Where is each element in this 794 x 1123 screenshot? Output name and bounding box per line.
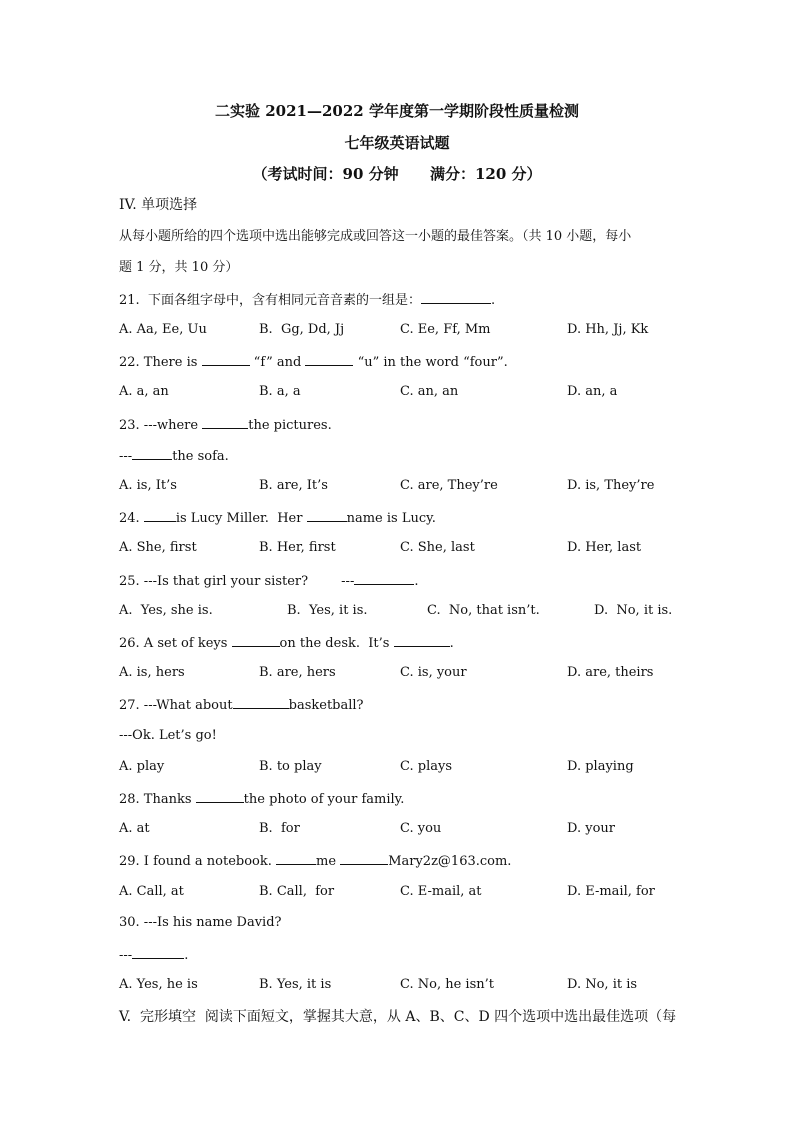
section-iv-instruction: 从每小题所给的四个选项中选出能够完成或回答这一小题的最佳答案。（共 10 小题，每小 xyxy=(119,229,632,244)
option-c: C. No, that isn’t. xyxy=(427,603,540,618)
option-c: C. plays xyxy=(400,759,452,774)
question-text: “f” and xyxy=(249,355,306,370)
option-a: A. Yes, she is. xyxy=(119,603,213,618)
option-c: C. is, your xyxy=(400,665,467,680)
option-b: B. Yes, it is. xyxy=(287,603,368,618)
option-a: A. at xyxy=(119,821,150,836)
question-24 xyxy=(119,507,436,529)
answer-blank xyxy=(421,289,491,304)
section-iv-instruction-cont: 题 1 分，共 10 分） xyxy=(119,260,239,275)
option-b: B. are, hers xyxy=(259,665,336,680)
section-iv-heading: IV. 单项选择 xyxy=(119,197,198,213)
option-a: A. is, It’s xyxy=(119,478,177,493)
question-text: name is Lucy. xyxy=(346,511,436,526)
school-title: 二实验 2021—2022 学年度第一学期阶段性质量检测 xyxy=(215,102,579,120)
question-text: 24. xyxy=(119,511,144,526)
question-text: on the desk. It’s xyxy=(279,636,394,651)
option-d: D. Her, last xyxy=(567,540,642,555)
option-a: A. Yes, he is xyxy=(119,977,198,992)
question-text: 23. ---where xyxy=(119,418,203,433)
option-b: B. Yes, it is xyxy=(259,977,332,992)
option-b: B. are, It’s xyxy=(259,478,328,493)
option-c: C. E-mail, at xyxy=(400,884,482,899)
option-d: D. your xyxy=(567,821,615,836)
option-a: A. Call, at xyxy=(119,884,184,899)
question-21 xyxy=(119,289,495,311)
question-22 xyxy=(119,351,508,373)
option-a: A. Aa, Ee, Uu xyxy=(119,322,207,337)
option-d: D. an, a xyxy=(567,384,618,399)
option-c: C. She, last xyxy=(400,540,475,555)
option-c: C. you xyxy=(400,821,442,836)
question-text: 27. ---What about xyxy=(119,698,233,713)
option-a: A. She, first xyxy=(119,540,197,555)
question-text: 21. 下面各组字母中，含有相同元音音素的一组是： xyxy=(119,293,421,308)
option-b: B. Gg, Dd, Jj xyxy=(259,322,345,337)
option-d: D. playing xyxy=(567,759,634,774)
question-28 xyxy=(119,788,404,810)
answer-blank xyxy=(196,788,244,803)
question-30-reply xyxy=(119,944,188,966)
question-29 xyxy=(119,850,511,872)
option-c: C. an, an xyxy=(400,384,459,399)
option-b: B. Her, first xyxy=(259,540,336,555)
grade-title: 七年级英语试题 xyxy=(344,134,450,152)
option-a: A. a, an xyxy=(119,384,169,399)
answer-blank xyxy=(307,507,347,522)
answer-blank xyxy=(305,351,353,366)
question-text: 25. ---Is that girl your sister? --- xyxy=(119,574,355,589)
option-b: B. for xyxy=(259,821,300,836)
question-text: basketball? xyxy=(288,698,364,713)
question-text: “u” in the word “four”. xyxy=(353,355,508,370)
question-text: 28. Thanks xyxy=(119,792,196,807)
answer-blank xyxy=(232,632,280,647)
option-b: B. a, a xyxy=(259,384,301,399)
question-text: is Lucy Miller. Her xyxy=(175,511,307,526)
option-d: D. are, theirs xyxy=(567,665,654,680)
exam-info: （考试时间：90 分钟 满分：120 分） xyxy=(252,165,542,183)
option-c: C. No, he isn’t xyxy=(400,977,494,992)
question-text: 26. A set of keys xyxy=(119,636,232,651)
question-27-reply: ---Ok. Let’s go! xyxy=(119,728,217,743)
option-b: B. to play xyxy=(259,759,322,774)
answer-blank xyxy=(233,694,289,709)
question-text: --- xyxy=(119,449,133,464)
question-text: . xyxy=(490,293,496,308)
question-25 xyxy=(119,570,418,592)
option-d: D. E-mail, for xyxy=(567,884,655,899)
question-text: Mary2z@163.com. xyxy=(388,854,512,869)
question-text: me xyxy=(316,854,341,869)
question-26 xyxy=(119,632,454,654)
question-text: --- xyxy=(119,948,133,963)
question-text: . xyxy=(184,948,189,963)
question-text: . xyxy=(449,636,454,651)
question-23 xyxy=(119,414,332,436)
option-d: D. Hh, Jj, Kk xyxy=(567,322,649,337)
question-text: 29. I found a notebook. xyxy=(119,854,277,869)
question-text: the photo of your family. xyxy=(243,792,405,807)
question-text: . xyxy=(414,574,419,589)
answer-blank xyxy=(394,632,450,647)
answer-blank xyxy=(354,570,414,585)
option-d: D. No, it is xyxy=(567,977,638,992)
answer-blank xyxy=(340,850,388,865)
section-v-heading: V. 完形填空 阅读下面短文，掌握其大意，从 A、B、C、D 四个选项中选出最佳选项（每 xyxy=(119,1009,677,1025)
question-text: 22. There is xyxy=(119,355,202,370)
option-c: C. are, They’re xyxy=(400,478,498,493)
answer-blank xyxy=(202,351,250,366)
answer-blank xyxy=(276,850,316,865)
option-d: D. is, They’re xyxy=(567,478,655,493)
option-a: A. is, hers xyxy=(119,665,185,680)
answer-blank xyxy=(144,507,176,522)
answer-blank xyxy=(202,414,248,429)
option-d: D. No, it is. xyxy=(594,603,673,618)
option-a: A. play xyxy=(119,759,165,774)
answer-blank xyxy=(132,445,172,460)
question-27 xyxy=(119,694,364,716)
question-30: 30. ---Is his name David? xyxy=(119,915,282,930)
question-text: the sofa. xyxy=(172,449,229,464)
option-c: C. Ee, Ff, Mm xyxy=(400,322,491,337)
option-b: B. Call, for xyxy=(259,884,335,899)
question-23-reply xyxy=(119,445,229,467)
question-text: the pictures. xyxy=(248,418,332,433)
answer-blank xyxy=(132,944,184,959)
